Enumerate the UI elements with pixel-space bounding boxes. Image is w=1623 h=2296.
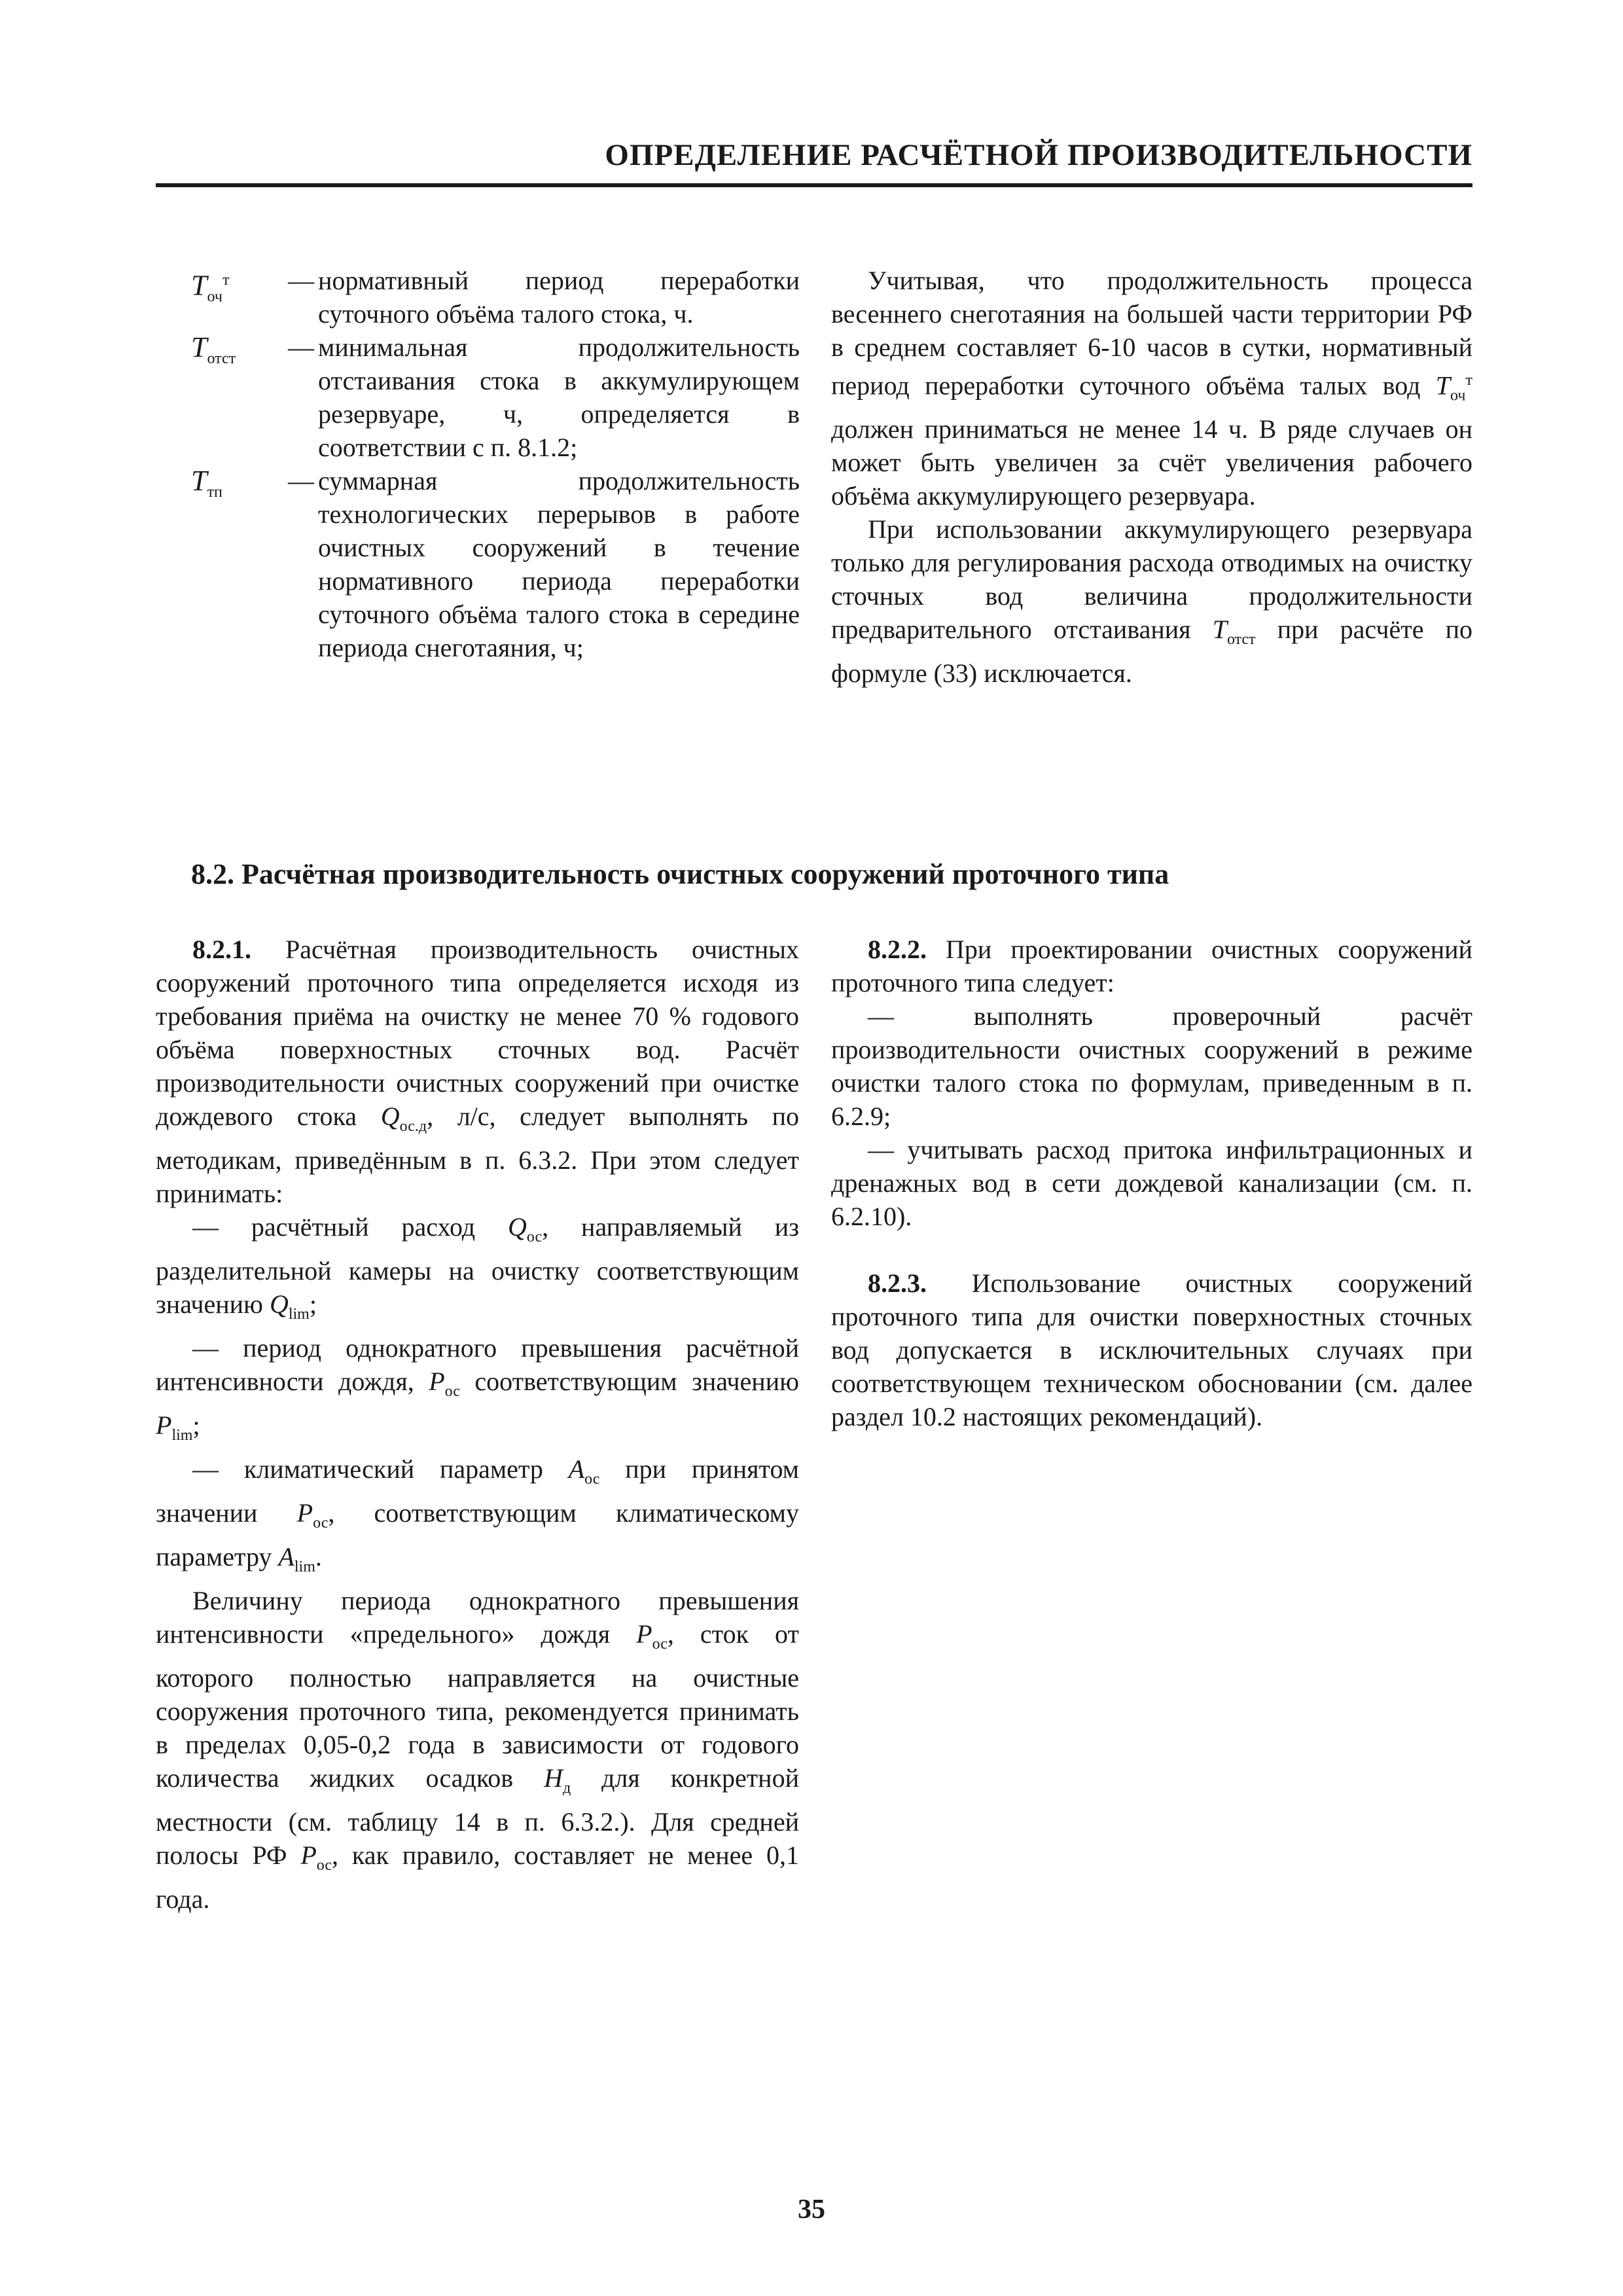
list-item: — климатический параметр $A_{ос}$ при принятом значении $P_{ос}$, соответствующим климатическому параметру $A_{lim}$. — [156, 1454, 799, 1575]
paragraph: При использовании аккумулирующего резервуара только для регулирования расхода отводимых на очистку сточных вод величина продолжительности предварительного отстаивания $T_{отст}$ при расчёте по формуле (33) исключается. — [831, 514, 1472, 689]
right-column-top — [831, 264, 1472, 690]
definition-symbol: $T_{отст}$ — [191, 331, 236, 367]
header-title: ОПРЕДЕЛЕНИЕ РАСЧЁТНОЙ ПРОИЗВОДИТЕЛЬНОСТИ — [605, 138, 1472, 172]
page-number: 35 — [798, 2195, 825, 2225]
header-rule — [156, 183, 1472, 187]
definition-item: $T_{отст}$ — минимальная продолжительность отстаивания стока в аккумулирующем резервуаре, ч, определяется в соответствии с п. 8.1.2; — [191, 331, 800, 464]
definition-text: суммарная продолжительность технологических перерывов в работе очистных сооружений в течение нормативного периода переработки суточного объёма талого стока в середине периода снеготаяния, ч; — [318, 466, 800, 662]
clause-number: 8.2.2. — [868, 935, 927, 964]
section-title: 8.2. Расчётная производительность очистных сооружений проточного типа — [191, 858, 1169, 890]
paragraph: 8.2.3. Использование очистных сооружений проточного типа для очистки поверхностных сточных вод допускается в исключительных случаях при соответствующем техническом обосновании (см. далее раздел 10.2 настоящих рекомендаций). — [831, 1268, 1472, 1431]
definitions-list — [191, 264, 800, 664]
page-header — [156, 137, 1472, 183]
list-item: — период однократного превышения расчётной интенсивности дождя, $P_{ос}$ соответствующим значению $P_{lim}$; — [156, 1333, 799, 1444]
paragraph: Величину периода однократного превышения интенсивности «предельного» дождя $P_{ос}$, сток от которого полностью направляется на очистные сооружения проточного типа, рекомендуется принимать в пределах 0,05-0,2 года в зависимости от годового количества жидких осадков $H_д$ для конкретной местности (см. таблицу 14 в п. 6.3.2.). Для средней полосы РФ $P_{ос}$, как правило, составляет не менее 0,1 года. — [156, 1586, 800, 1914]
clause-number: 8.2.3. — [868, 1268, 927, 1298]
paragraph: 8.2.2. При проектировании очистных сооружений проточного типа следует: — [831, 935, 1472, 997]
definition-item: $T_{оч}^т$ — нормативный период переработки суточного объёма талого стока, ч. — [191, 264, 800, 331]
definition-symbol: $T_{оч}^т$ — [191, 269, 230, 306]
definition-symbol: $T_{тп}$ — [191, 465, 223, 501]
right-column-bottom — [831, 933, 1472, 1433]
list-item: — выполнять проверочный расчёт производительности очистных сооружений в режиме очистки талого стока по формулам, приведенным в п. 6.2.9; — [831, 1001, 1472, 1131]
definition-item: $T_{тп}$ — суммарная продолжительность технологических перерывов в работе очистных сооружений в течение нормативного периода переработки суточного объёма талого стока в середине периода снеготаяния, ч; — [191, 464, 800, 664]
definition-text: нормативный период переработки суточного объёма талого стока, ч. — [318, 266, 800, 329]
left-column-bottom — [156, 933, 799, 1916]
list-item: — учитывать расход притока инфильтрационных и дренажных вод в сети дождевой канализации (см. п. 6.2.10). — [831, 1135, 1472, 1231]
paragraph: 8.2.1. Расчётная производительность очистных сооружений проточного типа определяется исходя из требования приёма на очистку не менее 70 % годового объёма поверхностных сточных вод. Расчёт производительности очистных сооружений при очистке дождевого стока $Q_{ос.д}$, л/с, следует выполнять по методикам, приведённым в п. 6.3.2. При этом следует принимать: — [156, 935, 799, 1208]
clause-number: 8.2.1. — [192, 935, 251, 964]
list-item: — расчётный расход $Q_{ос}$, направляемый из разделительной камеры на очистку соответствующим значению $Q_{lim}$; — [156, 1212, 799, 1323]
paragraph: Учитывая, что продолжительность процесса весеннего снеготаяния на большей части территории РФ в среднем составляет 6-10 часов в сутки, нормативный период переработки суточного объёма талых вод $T_{оч}^т$ должен приниматься не менее 14 ч. В ряде случаев он может быть увеличен за счёт увеличения рабочего объёма аккумулирующего резервуара. — [831, 266, 1472, 511]
definition-text: минимальная продолжительность отстаивания стока в аккумулирующем резервуаре, ч, определяется в соответствии с п. 8.1.2; — [318, 332, 800, 462]
